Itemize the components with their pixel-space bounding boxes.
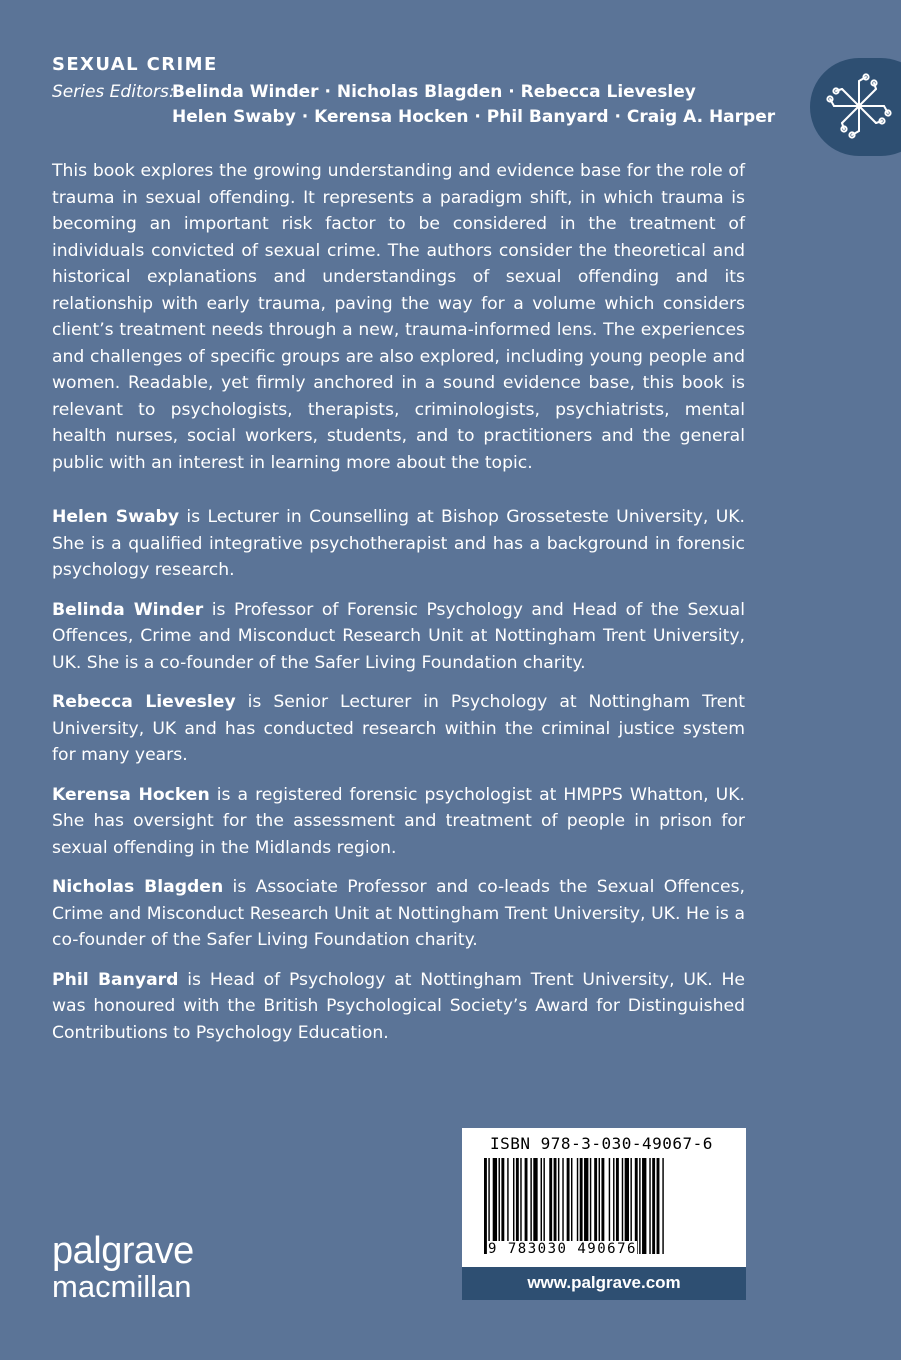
author-name: Belinda Winder xyxy=(52,599,204,620)
author-bio xyxy=(52,874,745,954)
series-title: SEXUAL CRIME xyxy=(52,54,218,75)
author-bio xyxy=(52,967,745,1047)
author-bio-text: is Senior Lecturer in Psychology at Nottingham Trent University, UK and has conducted research within the criminal justice system for many years. xyxy=(52,692,745,765)
author-bio-text: is Associate Professor and co-leads the Sexual Offences, Crime and Misconduct Research Unit at Nottingham Trent University, UK. He is a co-founder of the Safer Living Foundation charity. xyxy=(52,877,745,950)
author-name: Kerensa Hocken xyxy=(52,784,210,805)
author-name: Rebecca Lievesley xyxy=(52,692,236,712)
author-bio-text: is Lecturer in Counselling at Bishop Grosseteste University, UK. She is a qualified integrative psychotherapist and has a background in forensic psychology research. xyxy=(52,507,746,580)
series-editors-line-2 xyxy=(52,105,775,130)
isbn-barcode-box xyxy=(462,1128,746,1300)
book-blurb: This book explores the growing understanding and evidence base for the role of trauma in sexual offending. It represents a paradigm shift, in which trauma is becoming an important risk factor to be considered in the treatment of individuals convicted of sexual crime. The authors consider the theoretical and historical explanations and understandings of sexual offending and its relationship with early trauma, paving the way for a volume which considers client’s treatment needs through a new, trauma-informed lens. The experiences and challenges of specific groups are also explored, including young people and women. Readable, yet firmly anchored in a sound evidence base, this book is relevant to psychologists, therapists, criminologists, psychiatrists, mental health nurses, social workers, students, and to practitioners and the general public with an interest in learning more about the topic. xyxy=(52,161,745,473)
author-name: Nicholas Blagden xyxy=(52,877,224,897)
author-name: Helen Swaby xyxy=(52,507,180,527)
publisher-name-line-2: macmillan xyxy=(52,1269,192,1304)
author-bio-text: is Head of Psychology at Nottingham Trent University, UK. He was honoured with the British Psychological Society’s Award for Distinguished Contributions to Psychology Education. xyxy=(52,969,745,1043)
publisher-name-line-1: palgrave xyxy=(52,1230,194,1272)
series-editors-names-1: Belinda Winder · Nicholas Blagden · Rebecca Lievesley xyxy=(172,82,696,102)
author-bio xyxy=(52,504,745,584)
author-bios xyxy=(52,504,745,1059)
author-bio-text: is Professor of Forensic Psychology and Head of the Sexual Offences, Crime and Misconduct Research Unit at Nottingham Trent University, UK. She is a co-founder of the Safer Living Foundation charity. xyxy=(52,599,745,673)
series-editors-line-1 xyxy=(52,80,775,105)
author-bio xyxy=(52,782,745,862)
palgrave-network-logo-icon xyxy=(824,71,894,141)
series-editors xyxy=(52,80,775,130)
series-editors-names-2: Helen Swaby · Kerensa Hocken · Phil Banyard · Craig A. Harper xyxy=(172,107,776,127)
barcode-digits: 9 783030 490676 xyxy=(488,1241,637,1257)
author-name: Phil Banyard xyxy=(52,969,179,990)
publisher-url: www.palgrave.com xyxy=(462,1267,746,1300)
series-editors-label: Series Editors: xyxy=(52,82,175,102)
author-bio xyxy=(52,689,745,769)
author-bio-text: is a registered forensic psychologist at HMPPS Whatton, UK. She has oversight for the assessment and treatment of people in prison for sexual offending in the Midlands region. xyxy=(52,784,745,858)
isbn-label: ISBN 978-3-030-49067-6 xyxy=(490,1134,713,1153)
author-bio xyxy=(52,597,745,677)
series-logo-badge xyxy=(810,58,901,156)
publisher-logo xyxy=(52,1232,194,1304)
